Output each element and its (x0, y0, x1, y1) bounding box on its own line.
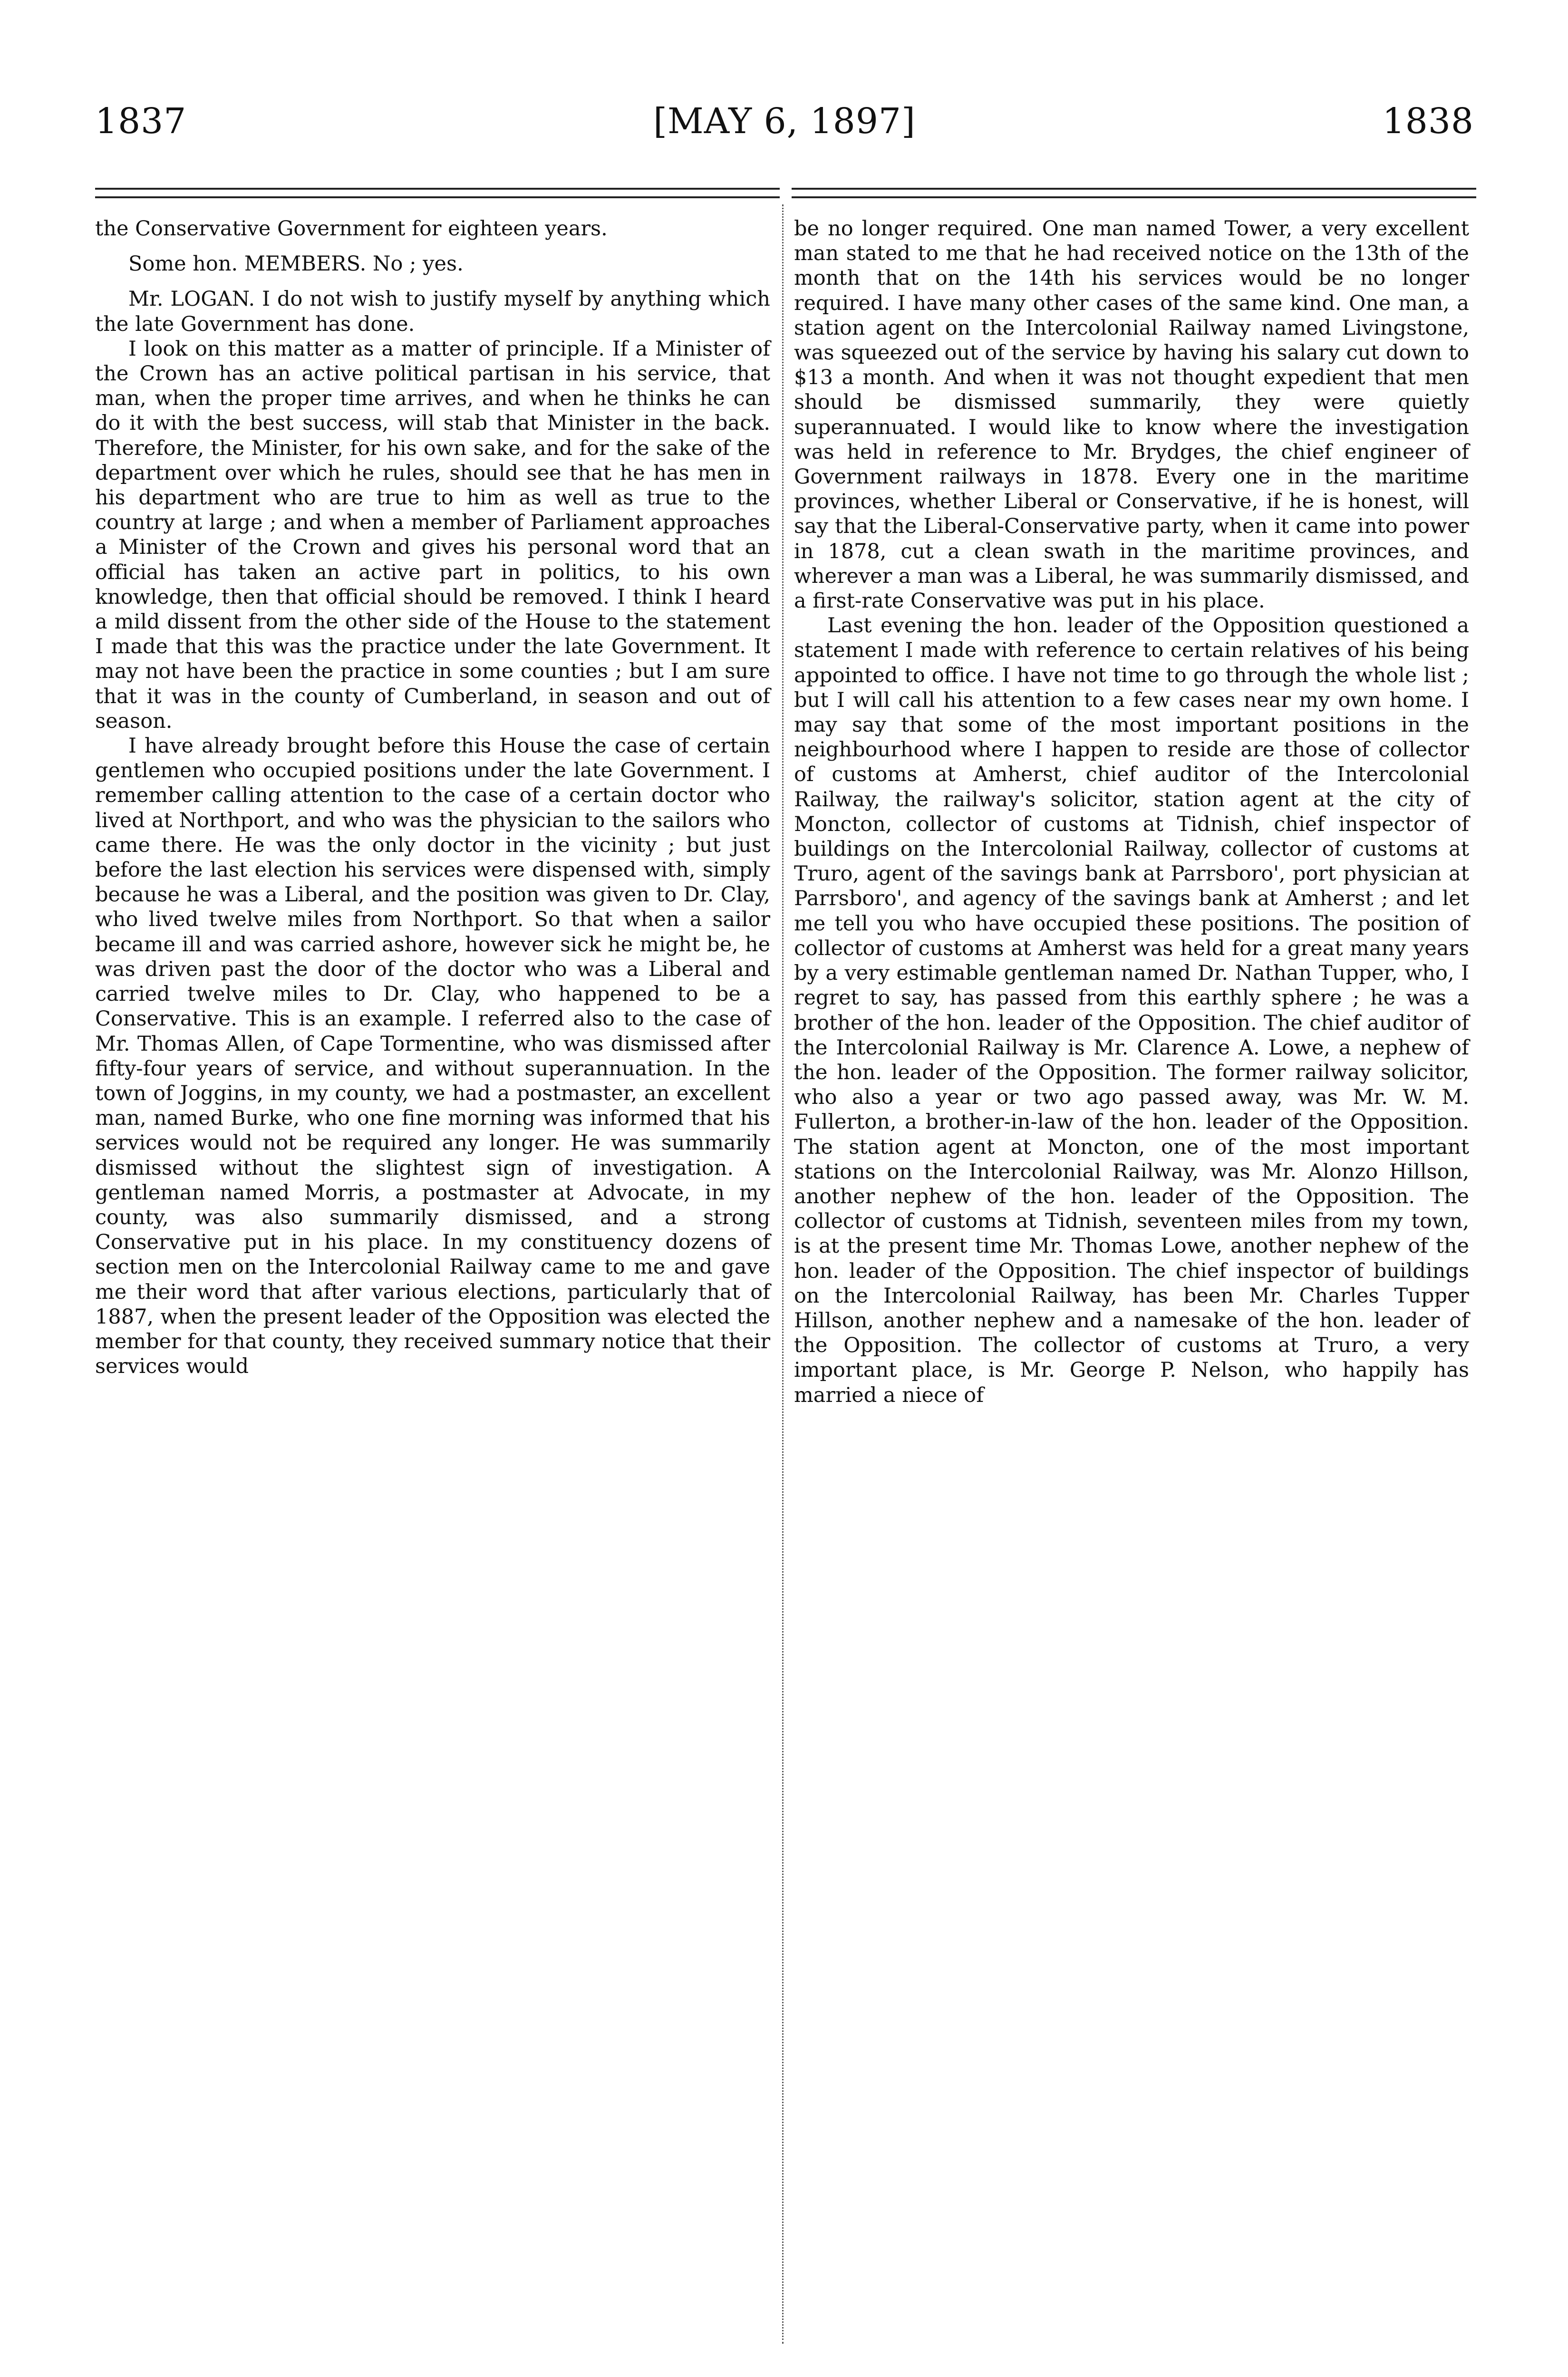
page-header (95, 95, 1474, 147)
paragraph-no-longer-required: be no longer required. One man named Tower, a very excellent man stated to me that he had received notice on the 13th of the month that on the 14th his services would be no longer required. I have many other cases of the same kind. One man, a station agent on the Intercolonial Railway named Livingstone, was squeezed out of the service by having his salary cut down to $13 a month. And when it was not thought expedient that men should be dismissed summarily, they were quietly superannuated. I would like to know where the investigation was held in reference to Mr. Brydges, the chief engineer of Government railways in 1878. Every one in the maritime provinces, whether Liberal or Conservative, if he is honest, will say that the Liberal-Conservative party, when it came into power in 1878, cut a clean swath in the maritime provinces, and wherever a man was a Liberal, he was summarily dismissed, and a first-rate Conservative was put in his place. (794, 217, 1469, 613)
paragraph-logan-speech: Mr. LOGAN. I do not wish to justify myself by anything which the late Government has done. (95, 287, 770, 336)
page-date: [MAY 6, 1897] (653, 101, 916, 142)
paragraph-members-interjection: Some hon. MEMBERS. No ; yes. (128, 252, 464, 276)
header-rule-right (792, 188, 1476, 198)
header-rule-left (95, 188, 780, 198)
paragraph-relatives-appointed: Last evening the hon. leader of the Opposition questioned a statement I made with reference to certain relatives of his being appointed to office. I have not time to go through the whole list ; but I will call his attention to a few cases near my own home. I may say that some of the most important positions in the neighbourhood where I happen to reside are those of collector of customs at Amherst, chief auditor of the Intercolonial Railway, the railway's solicitor, station agent at the city of Moncton, collector of customs at Tidnish, chief inspector of buildings on the Intercolonial Railway, collector of customs at Truro, agent of the savings bank at Parrsboro', port physician at Parrsboro', and agency of the savings bank at Amherst ; and let me tell you who have occupied these positions. The position of collector of customs at Amherst was held for a great many years by a very estimable gentleman named Dr. Nathan Tupper, who, I regret to say, has passed from this earthly sphere ; he was a brother of the hon. leader of the Opposition. The chief auditor of the Intercolonial Railway is Mr. Clarence A. Lowe, a nephew of the hon. leader of the Opposition. The former railway solicitor, who also a year or two ago passed away, was Mr. W. M. Fullerton, a brother-in-law of the hon. leader of the Opposition. The station agent at Moncton, one of the most important stations on the Intercolonial Railway, was Mr. Alonzo Hillson, another nephew of the hon. leader of the Opposition. The collector of customs at Tidnish, seventeen miles from my town, is at the present time Mr. Thomas Lowe, another nephew of the hon. leader of the Opposition. The chief inspector of buildings on the Intercolonial Railway, has been Mr. Charles Tupper Hillson, another nephew and a namesake of the hon. leader of the Opposition. The collector of customs at Truro, a very important place, is Mr. George P. Nelson, who happily has married a niece of (794, 614, 1469, 1407)
paragraph-dismissals: I have already brought before this House the case of certain gentlemen who occupied positions under the late Government. I remember calling attention to the case of a certain doctor who lived at Northport, and who was the physician to the sailors who came there. He was the only doctor in the vicinity ; but just before the last election his services were dispensed with, simply because he was a Liberal, and the position was given to Dr. Clay, who lived twelve miles from Northport. So that when a sailor became ill and was carried ashore, however sick he might be, he was driven past the door of the doctor who was a Liberal and carried twelve miles to Dr. Clay, who happened to be a Conservative. This is an example. I referred also to the case of Mr. Thomas Allen, of Cape Tormentine, who was dismissed after fifty-four years of service, and without superannuation. In the town of Joggins, in my county, we had a postmaster, an excellent man, named Burke, who one fine morning was informed that his services would not be required any longer. He was summarily dismissed without the slightest sign of investigation. A gentleman named Morris, a postmaster at Advocate, in my county, was also summarily dismissed, and a strong Conservative put in his place. In my constituency dozens of section men on the Intercolonial Railway came to me and gave me their word that after various elections, particularly that of 1887, when the present leader of the Opposition was elected the member for that county, they received summary notice that their services would (95, 734, 770, 1379)
left-column (95, 216, 770, 1379)
paragraph-conservative-government: the Conservative Government for eighteen years. (95, 217, 608, 241)
right-column (794, 216, 1469, 1408)
column-divider (782, 204, 784, 2344)
left-page-number: 1837 (95, 101, 187, 142)
paragraph-principle: I look on this matter as a matter of principle. If a Minister of the Crown has an active political partisan in his service, that man, when the proper time arrives, and when he thinks he can do it with the best success, will stab that Minister in the back. Therefore, the Minister, for his own sake, and for the sake of the department over which he rules, should see that he has men in his department who are true to him as well as true to the country at large ; and when a member of Parliament approaches a Minister of the Crown and gives his personal word that an official has taken an active part in politics, to his own knowledge, then that official should be removed. I think I heard a mild dissent from the other side of the House to the statement I made that this was the practice under the late Government. It may not have been the practice in some counties ; but I am sure that it was in the county of Cumberland, in season and out of season. (95, 337, 770, 733)
right-page-number: 1838 (1382, 101, 1474, 142)
